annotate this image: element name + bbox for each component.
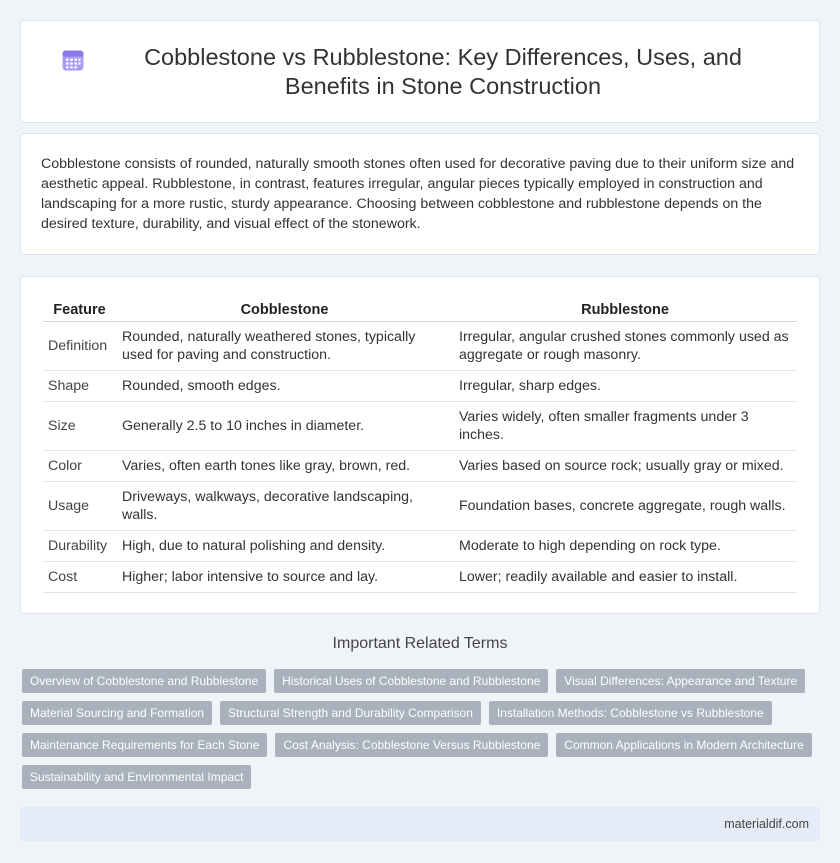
footer-site[interactable]: materialdif.com bbox=[724, 817, 809, 831]
title-wrap bbox=[61, 43, 779, 101]
tag-link[interactable]: Material Sourcing and Formation bbox=[22, 701, 212, 725]
row-feature: Cost bbox=[43, 561, 116, 592]
page-title: Cobblestone vs Rubblestone: Key Differences, Uses, and Benefits in Stone Construction bbox=[144, 43, 742, 99]
calendar-grid-icon bbox=[61, 48, 85, 72]
footer bbox=[20, 807, 820, 841]
table-header-row bbox=[43, 299, 797, 321]
row-cobblestone: Generally 2.5 to 10 inches in diameter. bbox=[116, 401, 453, 450]
table-row bbox=[43, 450, 797, 481]
header-card bbox=[20, 20, 820, 123]
tag-link[interactable]: Sustainability and Environmental Impact bbox=[22, 765, 251, 789]
row-feature: Shape bbox=[43, 370, 116, 401]
row-cobblestone: Higher; labor intensive to source and lay. bbox=[116, 561, 453, 592]
related-terms-tags bbox=[20, 669, 820, 797]
intro-paragraph: Cobblestone consists of rounded, naturally smooth stones often used for decorative paving due to their uniform size and aesthetic appeal. Rubblestone, in contrast, features irregular, angular pieces typically employed in construction and landscaping for a more rustic, sturdy appearance. Choosing between cobblestone and rubblestone depends on the desired texture, durability, and visual effect of the stonework. bbox=[41, 156, 795, 232]
row-rubblestone: Irregular, angular crushed stones commonly used as aggregate or rough masonry. bbox=[453, 321, 797, 370]
row-cobblestone: High, due to natural polishing and density. bbox=[116, 530, 453, 561]
tag-link[interactable]: Overview of Cobblestone and Rubblestone bbox=[22, 669, 266, 693]
tag-link[interactable]: Visual Differences: Appearance and Texture bbox=[556, 669, 805, 693]
tag-link[interactable]: Historical Uses of Cobblestone and Rubblestone bbox=[274, 669, 548, 693]
comparison-table bbox=[43, 299, 797, 593]
header-rubblestone: Rubblestone bbox=[453, 299, 797, 321]
table-row bbox=[43, 370, 797, 401]
row-rubblestone: Irregular, sharp edges. bbox=[453, 370, 797, 401]
row-cobblestone: Driveways, walkways, decorative landscaping, walls. bbox=[116, 481, 453, 530]
tag-link[interactable]: Maintenance Requirements for Each Stone bbox=[22, 733, 267, 757]
row-rubblestone: Foundation bases, concrete aggregate, rough walls. bbox=[453, 481, 797, 530]
row-cobblestone: Rounded, naturally weathered stones, typically used for paving and construction. bbox=[116, 321, 453, 370]
row-feature: Size bbox=[43, 401, 116, 450]
table-row bbox=[43, 530, 797, 561]
intro-card bbox=[20, 133, 820, 255]
table-row bbox=[43, 561, 797, 592]
tag-link[interactable]: Common Applications in Modern Architecture bbox=[556, 733, 811, 757]
header-cobblestone: Cobblestone bbox=[116, 299, 453, 321]
row-cobblestone: Varies, often earth tones like gray, brown, red. bbox=[116, 450, 453, 481]
comparison-card bbox=[20, 276, 820, 614]
header-feature: Feature bbox=[43, 299, 116, 321]
tag-link[interactable]: Installation Methods: Cobblestone vs Rubblestone bbox=[489, 701, 772, 725]
row-cobblestone: Rounded, smooth edges. bbox=[116, 370, 453, 401]
row-feature: Color bbox=[43, 450, 116, 481]
tag-link[interactable]: Structural Strength and Durability Comparison bbox=[220, 701, 481, 725]
table-row bbox=[43, 481, 797, 530]
row-feature: Usage bbox=[43, 481, 116, 530]
row-feature: Definition bbox=[43, 321, 116, 370]
tag-link[interactable]: Cost Analysis: Cobblestone Versus Rubblestone bbox=[275, 733, 548, 757]
row-rubblestone: Varies based on source rock; usually gray or mixed. bbox=[453, 450, 797, 481]
row-rubblestone: Moderate to high depending on rock type. bbox=[453, 530, 797, 561]
table-row bbox=[43, 321, 797, 370]
table-row bbox=[43, 401, 797, 450]
row-feature: Durability bbox=[43, 530, 116, 561]
row-rubblestone: Lower; readily available and easier to install. bbox=[453, 561, 797, 592]
row-rubblestone: Varies widely, often smaller fragments under 3 inches. bbox=[453, 401, 797, 450]
related-terms-title: Important Related Terms bbox=[332, 635, 508, 652]
